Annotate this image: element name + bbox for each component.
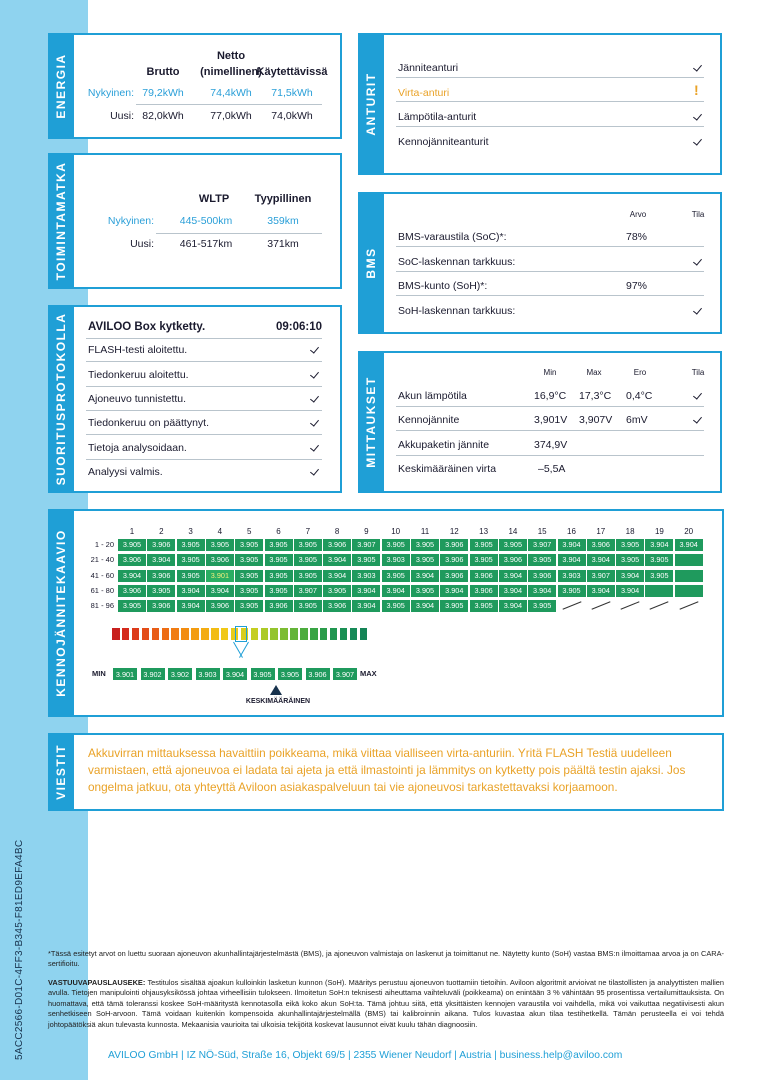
mittaukset-label: MITTAUKSET	[358, 353, 384, 491]
cell-voltage: 3.906	[528, 570, 556, 582]
col-ero: Ero	[633, 368, 647, 377]
column-number: 18	[625, 527, 635, 536]
bms-row-label: BMS-kunto (SoH)*:	[398, 280, 488, 292]
protocol-title: AVILOO Box kytketty.	[88, 321, 206, 333]
cell-voltage: 3.904	[558, 554, 586, 566]
cell-voltage: 3.904	[411, 570, 439, 582]
cell-voltage: 3.905	[265, 585, 293, 597]
gradient-segment	[310, 628, 318, 640]
scale-value: 3.906	[305, 667, 331, 681]
gradient-segment	[162, 628, 170, 640]
cell-voltage: 3.905	[118, 600, 146, 612]
col-min: Min	[543, 368, 557, 377]
gradient-segment	[171, 628, 179, 640]
protocol-time: 09:06:10	[276, 321, 323, 333]
row-label: 1 - 20	[94, 540, 114, 549]
cell-voltage: 3.906	[265, 600, 293, 612]
cell-voltage: 3.905	[411, 539, 439, 551]
cell-voltage: 3.904	[587, 585, 615, 597]
cell-voltage: 3.906	[470, 570, 498, 582]
column-number: 20	[684, 527, 694, 536]
cell-voltage: 3.904	[382, 585, 410, 597]
divider	[396, 101, 704, 102]
divider	[86, 361, 322, 362]
cell-voltage: 3.905	[382, 570, 410, 582]
column-number: 8	[334, 527, 340, 536]
cell-voltage: 3.904	[352, 585, 380, 597]
disclaimer	[48, 978, 724, 1030]
cell-voltage: 3.907	[587, 570, 615, 582]
cell-voltage: 3.904	[177, 600, 205, 612]
protocol-step: Tiedonkeruu aloitettu.	[88, 369, 189, 381]
toimintamatka-label: TOIMINTAMATKA	[48, 155, 74, 287]
cell-voltage: 3.904	[528, 585, 556, 597]
cell-voltage: 3.905	[206, 539, 234, 551]
cell-voltage: 3.904	[645, 539, 673, 551]
column-number: 19	[654, 527, 664, 536]
divider	[156, 233, 322, 234]
cell-voltage: 3.905	[147, 585, 175, 597]
cell-voltage: 3.905	[265, 570, 293, 582]
gradient-segment	[350, 628, 358, 640]
cell-voltage: 3.904	[440, 585, 468, 597]
column-number: 1	[129, 527, 135, 536]
gradient-segment	[152, 628, 160, 640]
cell-voltage: 3.905	[411, 554, 439, 566]
cell-voltage: 3.906	[587, 539, 615, 551]
col-tyypillinen: Tyypillinen	[254, 193, 312, 205]
col-arvo: Arvo	[629, 210, 647, 219]
cell-voltage: 3.905	[294, 570, 322, 582]
check-icon	[310, 443, 320, 453]
cell-voltage: 3.906	[440, 539, 468, 551]
cell-voltage: 3.904	[499, 600, 527, 612]
gradient-segment	[122, 628, 130, 640]
cell-voltage: 3.906	[323, 539, 351, 551]
divider	[396, 406, 704, 407]
column-number: 15	[537, 527, 547, 536]
cell-voltage: 3.905	[235, 570, 263, 582]
cell-voltage: 3.905	[382, 539, 410, 551]
measure-label: Akkupaketin jännite	[398, 439, 490, 451]
measure-value: 6mV	[626, 414, 648, 426]
check-icon	[310, 345, 320, 355]
cell-voltage: 3.905	[177, 539, 205, 551]
gradient-segment	[112, 628, 120, 640]
cell-voltage: 3.905	[294, 554, 322, 566]
gradient-segment	[251, 628, 259, 640]
divider	[396, 126, 704, 127]
gradient-segment	[191, 628, 199, 640]
bms-value: 97%	[626, 280, 648, 292]
column-number: 10	[391, 527, 401, 536]
cell-voltage: 3.901	[206, 570, 234, 582]
check-icon	[693, 112, 703, 122]
scale-value: 3.905	[250, 667, 276, 681]
range-row-label: Nykyinen:	[107, 215, 154, 227]
measure-value: 3,907V	[579, 414, 613, 426]
range-value: 359km	[267, 215, 299, 227]
cell-voltage: 3.904	[206, 585, 234, 597]
cell-voltage	[587, 600, 615, 612]
cell-voltage: 3.906	[499, 554, 527, 566]
divider	[86, 338, 322, 339]
protocol-step: Analyysi valmis.	[88, 466, 163, 478]
energia-value: 82,0kWh	[142, 110, 184, 122]
message-text: Akkuvirran mittauksessa havaittiin poikkeama, mikä viittaa vialliseen virta-anturiin. Yritä FLASH Testiä uudelleen varmistaen, että ajoneuvoa ei ladata tai ajeta ja että ilmastointi ja lämmitys on kytketty pois päältä testin ajaksi. Jos ongelma jatkuu, ota yhteyttä Aviloon asiakaspalveluun tai vie ajoneuvosi tarkastettavaksi korjaamoon.	[88, 746, 686, 794]
disclaimer-title: VASTUUVAPAUSLAUSEKE:	[48, 978, 146, 987]
cell-voltage: 3.905	[294, 539, 322, 551]
sensor-label: Lämpötila-anturit	[398, 111, 477, 123]
cell-voltage: 3.907	[352, 539, 380, 551]
cell-voltage: 3.904	[587, 554, 615, 566]
cell-voltage: 3.906	[118, 585, 146, 597]
cell-voltage: 3.905	[177, 554, 205, 566]
cell-voltage: 3.905	[528, 600, 556, 612]
cell-voltage: 3.904	[675, 539, 703, 551]
bms-value: 78%	[626, 231, 648, 243]
cell-voltage: 3.905	[616, 539, 644, 551]
column-number: 3	[188, 527, 193, 536]
measure-label: Akun lämpötila	[398, 390, 467, 402]
average-label: KESKIMÄÄRÄINEN	[245, 698, 311, 705]
mittaukset-panel	[358, 351, 722, 493]
divider	[396, 295, 704, 296]
cell-voltage	[675, 554, 703, 566]
viestit-panel	[48, 733, 724, 811]
cell-voltage: 3.905	[235, 554, 263, 566]
protocol-step: Tietoja analysoidaan.	[88, 442, 187, 454]
cell-voltage: 3.906	[118, 554, 146, 566]
check-icon	[310, 370, 320, 380]
divider	[136, 104, 322, 105]
check-icon	[693, 137, 703, 147]
measure-label: Keskimääräinen virta	[398, 463, 497, 475]
cell-voltage: 3.905	[470, 539, 498, 551]
cell-voltage: 3.903	[382, 554, 410, 566]
energia-value: 79,2kWh	[142, 87, 184, 99]
cell-voltage: 3.905	[616, 554, 644, 566]
row-label: 21 - 40	[90, 555, 114, 565]
anturit-label: ANTURIT	[358, 35, 384, 173]
cell-voltage: 3.905	[528, 554, 556, 566]
gradient-segment	[221, 628, 229, 640]
column-number: 2	[159, 527, 164, 536]
cell-voltage: 3.906	[147, 539, 175, 551]
cell-voltage: 3.904	[118, 570, 146, 582]
scale-value: 3.904	[222, 667, 248, 681]
bms-row-label: SoH-laskennan tarkkuus:	[398, 305, 516, 317]
divider	[86, 410, 322, 411]
gradient-segment	[211, 628, 219, 640]
cell-voltage: 3.905	[470, 600, 498, 612]
measure-label: Kennojännite	[398, 414, 460, 426]
column-number: 5	[246, 527, 252, 536]
cell-voltage: 3.905	[352, 554, 380, 566]
column-number: 6	[276, 527, 281, 536]
cell-voltage: 3.906	[147, 570, 175, 582]
column-number: 16	[567, 527, 576, 536]
cell-voltage: 3.907	[528, 539, 556, 551]
energia-value: 74,4kWh	[210, 87, 252, 99]
col-brutto: Brutto	[146, 66, 180, 78]
energia-row-label: Uusi:	[110, 110, 134, 122]
measure-value: 17,3°C	[579, 390, 612, 402]
cell-voltage: 3.904	[616, 570, 644, 582]
marker-line	[233, 642, 243, 658]
bms-panel	[358, 192, 722, 334]
measure-value: 374,9V	[534, 439, 568, 451]
cell-voltage: 3.906	[440, 570, 468, 582]
gradient-marker	[235, 626, 247, 642]
cell-voltage: 3.904	[499, 585, 527, 597]
energia-value: 71,5kWh	[271, 87, 313, 99]
toimintamatka-panel	[48, 153, 342, 289]
kennojannitekaavio-label: KENNOJÄNNITEKAAVIO	[48, 511, 74, 715]
cell-voltage: 3.907	[294, 585, 322, 597]
col-tila: Tila	[691, 210, 705, 219]
energia-value: 77,0kWh	[210, 110, 252, 122]
divider	[86, 434, 322, 435]
cell-voltage	[645, 585, 673, 597]
column-number: 17	[596, 527, 606, 536]
suoritusprotokolla-label: SUORITUSPROTOKOLLA	[48, 307, 74, 491]
gradient-segment	[360, 628, 368, 640]
scale-value: 3.903	[195, 667, 221, 681]
column-number: 9	[364, 527, 369, 536]
cell-voltage: 3.905	[499, 539, 527, 551]
protocol-step: FLASH-testi aloitettu.	[88, 344, 188, 356]
sensor-label-warning: Virta-anturi	[398, 87, 450, 99]
protocol-step: Ajoneuvo tunnistettu.	[88, 393, 187, 405]
scale-value: 3.901	[112, 667, 138, 681]
range-value: 445-500km	[179, 215, 233, 227]
cell-voltage: 3.904	[558, 539, 586, 551]
check-icon	[310, 418, 320, 428]
divider	[396, 271, 704, 272]
cell-voltage: 3.905	[440, 600, 468, 612]
footnote: *Tässä esitetyt arvot on luettu suoraan ajoneuvon akunhallintajärjestelmästä (BMS), ja ajoneuvon valmistaja on laskenut ja toimittanut ne. Näytetty kunto (SoH) vastaa BMS:n ilmoittamaa arvoa ja on CARA-sertifioitu.	[48, 949, 724, 969]
anturit-panel	[358, 33, 722, 175]
cell-voltage: 3.906	[470, 585, 498, 597]
cell-voltage: 3.906	[323, 600, 351, 612]
cell-voltage: 3.905	[470, 554, 498, 566]
disclaimer-text: Testitulos sisältää ajoakun kulloinkin lasketun kunnon (SoH). Määritys perustuu ajoneuvon tuottamiin tietoihin. Aviloon algoritmit arvioivat ne tilastollisten ja analyyttisten mallien avulla. Tietojen manipulointi ohjausyksikössä johtaa virheellisiin tulokseen. Ilmoitetun SoH:n teknisesti aiheuttama vaihteluväli (poikkeama) on enintään 3 % vähintään 95 prosentissa vertailumittauksista. On huomattava, että tämä toleranssi koskee SoH-määritystä kennotasolla eikä koko akun SoH:ta. Tämä johtuu siitä, että yksittäisten kennojen varaustila voi vaihdella, mikä voi vaikuttaa negatiivisesti akun senhetkiseen SoH-arvoon. Tämä voidaan kuitenkin kompensoida akunhallintajärjestelmällä (BMS) tai kalibroinnin aikana. Tulos kuvastaa akun tilaa testihetkellä. Tämän perusteella ei voi tehdä johtopäätöksiä akun tulevasta kunnosta. Mekaanisia vaurioita tai ulkoisia tekijöitä koskevat lausunnot eivät kuulu tähän diagnoosiin.	[48, 978, 725, 1029]
cell-voltage: 3.905	[323, 585, 351, 597]
cell-voltage: 3.906	[440, 554, 468, 566]
cell-voltage: 3.905	[265, 554, 293, 566]
cell-voltage: 3.905	[558, 585, 586, 597]
divider	[86, 386, 322, 387]
cell-voltage: 3.905	[118, 539, 146, 551]
col-netto-sub: (nimellinen)	[200, 66, 262, 78]
energia-value: 74,0kWh	[271, 110, 313, 122]
col-netto: Netto	[216, 50, 246, 62]
check-icon	[693, 415, 703, 425]
cell-voltage	[675, 600, 703, 612]
range-row-label: Uusi:	[130, 238, 154, 250]
column-number: 11	[420, 527, 430, 536]
col-tila: Tila	[691, 368, 705, 377]
cell-voltage: 3.903	[558, 570, 586, 582]
divider	[86, 459, 322, 460]
bms-label: BMS	[358, 194, 384, 332]
kennojannitekaavio-panel	[48, 509, 724, 717]
col-max: Max	[586, 368, 602, 377]
divider	[396, 430, 704, 431]
cell-voltage: 3.904	[323, 554, 351, 566]
cell-voltage: 3.905	[235, 600, 263, 612]
col-wltp: WLTP	[198, 193, 230, 205]
cell-voltage: 3.904	[147, 554, 175, 566]
check-icon	[310, 467, 320, 477]
column-number: 4	[217, 527, 223, 536]
suoritusprotokolla-panel	[48, 305, 342, 493]
energia-panel	[48, 33, 342, 139]
check-icon	[310, 394, 320, 404]
divider	[396, 246, 704, 247]
range-value: 371km	[267, 238, 299, 250]
range-value: 461-517km	[179, 238, 233, 250]
row-label: 41 - 60	[90, 570, 114, 580]
cell-voltage: 3.905	[645, 570, 673, 582]
bms-row-label: SoC-laskennan tarkkuus:	[398, 256, 516, 268]
cell-voltage: 3.903	[352, 570, 380, 582]
cell-voltage	[645, 600, 673, 612]
cell-voltage: 3.904	[411, 600, 439, 612]
gradient-segment	[132, 628, 140, 640]
gradient-segment	[300, 628, 308, 640]
cell-voltage: 3.905	[235, 585, 263, 597]
scale-value: 3.907	[332, 667, 358, 681]
sensor-label: Jänniteanturi	[398, 62, 459, 74]
scale-value: 3.902	[140, 667, 166, 681]
scale-value: 3.902	[167, 667, 193, 681]
cell-voltage: 3.905	[645, 554, 673, 566]
bms-row-label: BMS-varaustila (SoC)*:	[398, 231, 507, 243]
measure-value: 0,4°C	[626, 390, 653, 402]
scale-value: 3.905	[277, 667, 303, 681]
cell-voltage: 3.904	[177, 585, 205, 597]
row-label: 81 - 96	[90, 601, 114, 611]
check-icon	[693, 306, 703, 316]
warning-icon: !	[694, 82, 699, 98]
row-label: 61 - 80	[90, 585, 114, 595]
cell-voltage: 3.905	[265, 539, 293, 551]
divider	[396, 77, 704, 78]
check-icon	[693, 63, 703, 73]
cell-voltage: 3.905	[411, 585, 439, 597]
cell-voltage: 3.905	[294, 600, 322, 612]
column-number: 14	[508, 527, 518, 536]
protocol-step: Tiedonkeruu on päättynyt.	[88, 417, 210, 429]
cell-voltage: 3.906	[206, 554, 234, 566]
cell-voltage	[675, 585, 703, 597]
gradient-segment	[340, 628, 348, 640]
cell-voltage: 3.905	[177, 570, 205, 582]
cell-voltage: 3.906	[147, 600, 175, 612]
cell-voltage	[616, 600, 644, 612]
cell-voltage: 3.904	[499, 570, 527, 582]
col-kaytettavissa: Käytettävissä	[256, 66, 328, 78]
cell-voltage: 3.906	[206, 600, 234, 612]
gradient-segment	[261, 628, 269, 640]
sensor-label: Kennojänniteanturit	[398, 136, 489, 148]
footer-address: AVILOO GmbH | IZ NÖ-Süd, Straße 16, Objekt 69/5 | 2355 Wiener Neudorf | Austria | business.help@aviloo.com	[108, 1050, 623, 1061]
gradient-segment	[290, 628, 298, 640]
gradient-segment	[280, 628, 288, 640]
cell-voltage: 3.905	[235, 539, 263, 551]
energia-row-label: Nykyinen:	[87, 87, 134, 99]
scale-max-label: MAX	[360, 669, 377, 678]
cell-voltage	[675, 570, 703, 582]
energia-label: ENERGIA	[48, 35, 74, 137]
cell-voltage: 3.905	[382, 600, 410, 612]
column-number: 13	[479, 527, 489, 536]
gradient-segment	[142, 628, 150, 640]
average-pointer-icon	[270, 685, 282, 695]
viestit-label: VIESTIT	[48, 735, 74, 809]
cell-voltage: 3.904	[352, 600, 380, 612]
measure-value: 3,901V	[534, 414, 568, 426]
check-icon	[693, 391, 703, 401]
measure-value: –5,5A	[538, 463, 566, 475]
cell-voltage	[558, 600, 586, 612]
check-icon	[693, 257, 703, 267]
gradient-segment	[320, 628, 328, 640]
marker-line	[239, 642, 249, 658]
measure-value: 16,9°C	[534, 390, 567, 402]
gradient-segment	[270, 628, 278, 640]
column-number: 7	[305, 527, 311, 536]
gradient-segment	[181, 628, 189, 640]
gradient-segment	[201, 628, 209, 640]
document-id: 5ACC2566-D01C-4FF3-B345-F81ED9EFA4BC	[14, 839, 25, 1060]
cell-voltage: 3.904	[616, 585, 644, 597]
divider	[396, 455, 704, 456]
scale-min-label: MIN	[92, 669, 106, 678]
gradient-segment	[330, 628, 338, 640]
column-number: 12	[449, 527, 459, 536]
cell-voltage: 3.904	[323, 570, 351, 582]
